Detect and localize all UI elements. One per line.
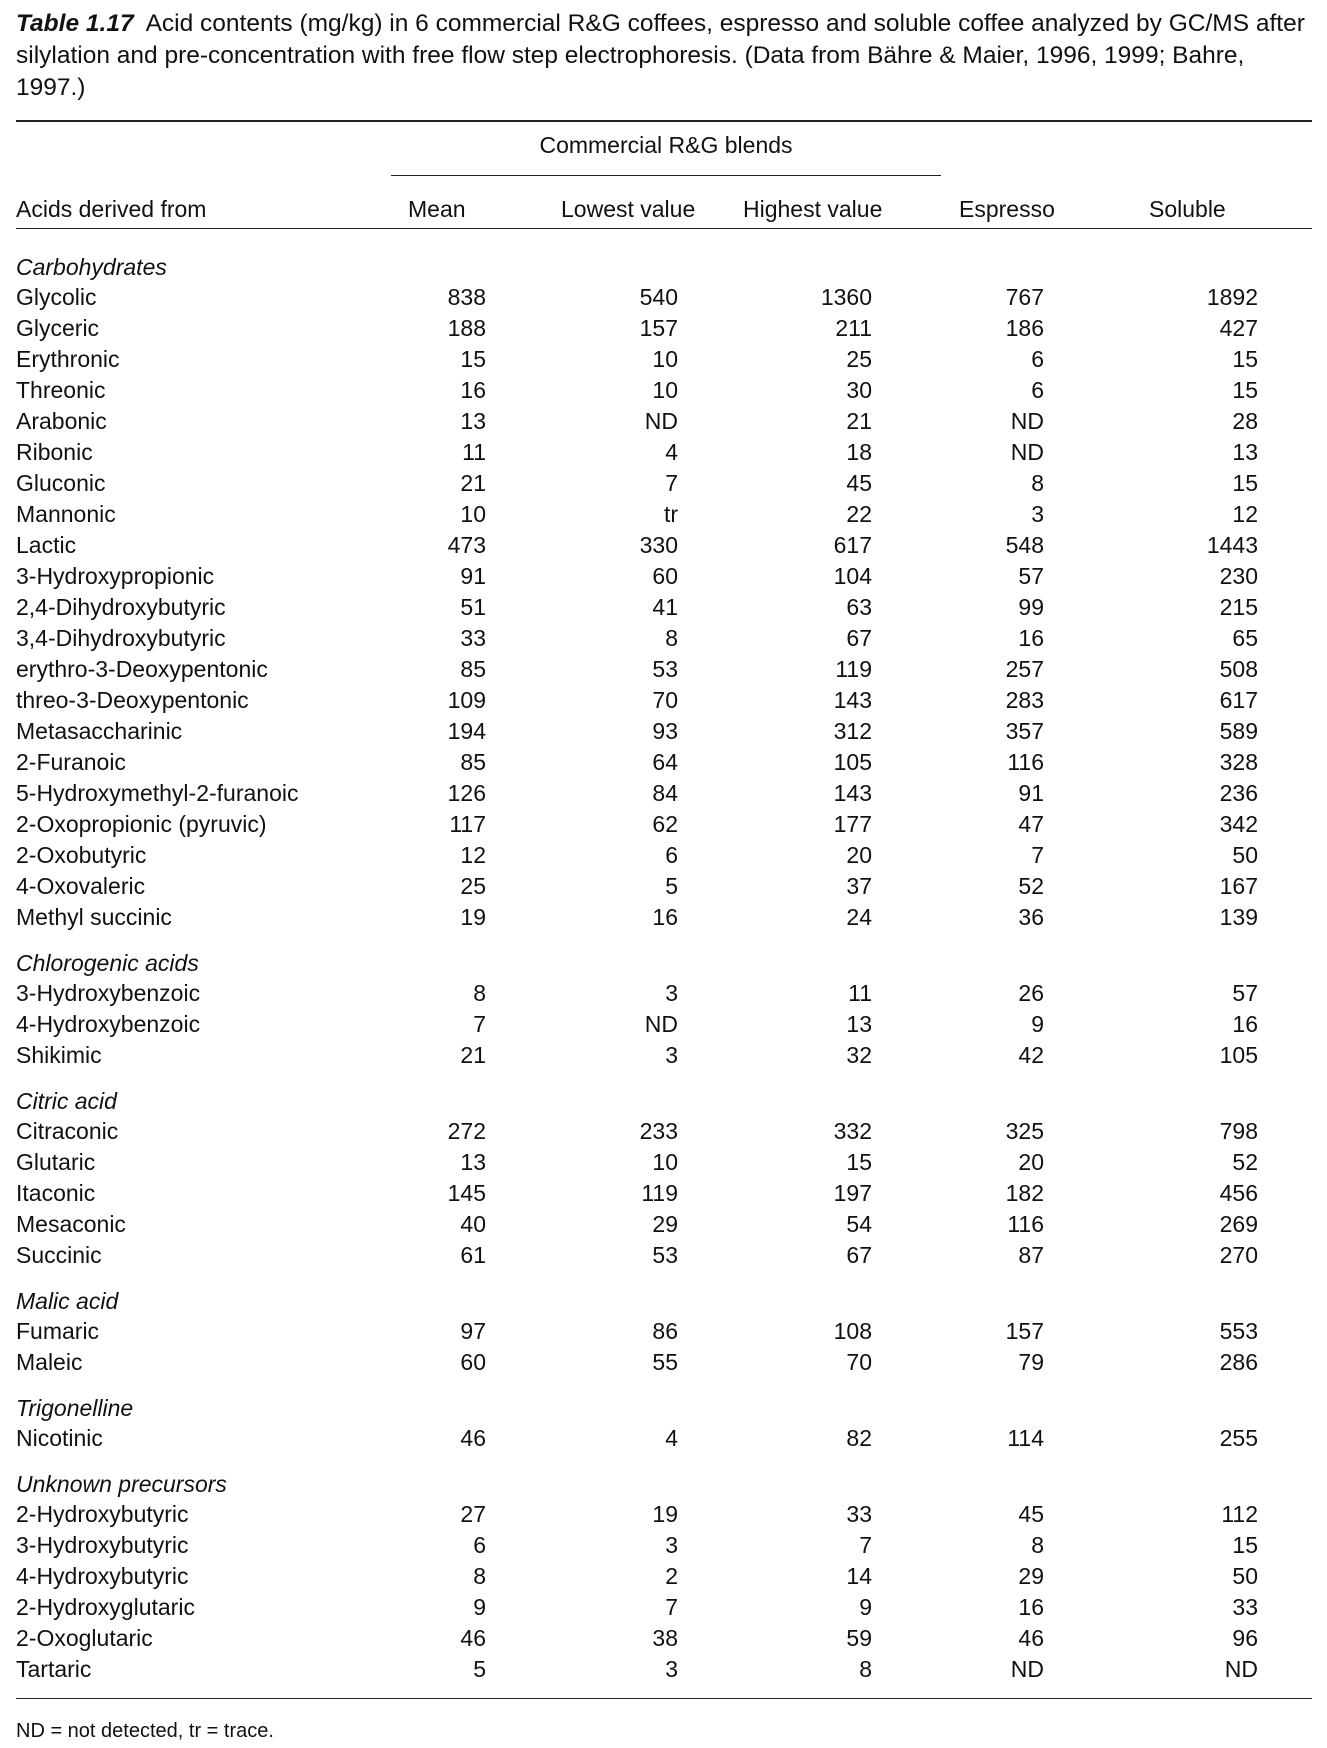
table-row: [16, 344, 1312, 375]
cell-highest: 67: [846, 625, 872, 651]
cell-espresso: 186: [1005, 315, 1044, 341]
cell-lowest: ND: [644, 1011, 678, 1037]
section-title: Carbohydrates: [16, 254, 167, 280]
cell-soluble: 50: [1232, 842, 1258, 868]
table-row: [16, 685, 1312, 716]
cell-mean: 91: [460, 563, 486, 589]
cell-soluble: 96: [1232, 1625, 1258, 1651]
cell-mean: 85: [460, 656, 486, 682]
cell-highest: 20: [846, 842, 872, 868]
cell-highest: 617: [833, 532, 872, 558]
cell-soluble: 215: [1219, 594, 1258, 620]
cell-soluble: 167: [1219, 873, 1258, 899]
table-row: [16, 1530, 1312, 1561]
cell-espresso: ND: [1010, 408, 1044, 434]
column-header-soluble: Soluble: [1149, 196, 1226, 222]
acid-name: 5-Hydroxymethyl-2-furanoic: [16, 780, 299, 806]
cell-mean: 15: [460, 346, 486, 372]
cell-soluble: 15: [1232, 1532, 1258, 1558]
cell-highest: 8: [859, 1656, 872, 1682]
caption-text: Acid contents (mg/kg) in 6 commercial R&G coffees, espresso and soluble coffee analyzed by GC/MS after silylation and pre-concentration with free flow step electrophoresis. (Data from Bähre & Maier, 1996, 1999; Bahre, 1997.): [16, 10, 1305, 101]
cell-espresso: 36: [1018, 904, 1044, 930]
cell-soluble: 15: [1232, 470, 1258, 496]
cell-mean: 145: [447, 1180, 486, 1206]
acid-name: Methyl succinic: [16, 904, 172, 930]
document-page: [16, 8, 1312, 1742]
cell-lowest: 70: [652, 687, 678, 713]
table-row: [16, 406, 1312, 437]
cell-espresso: 357: [1005, 718, 1044, 744]
cell-espresso: 46: [1018, 1625, 1044, 1651]
table-row: [16, 437, 1312, 468]
cell-highest: 15: [846, 1149, 872, 1175]
cell-lowest: 157: [639, 315, 678, 341]
cell-highest: 82: [846, 1425, 872, 1451]
table-label: Table 1.17: [16, 10, 134, 37]
cell-soluble: 230: [1219, 563, 1258, 589]
acid-name: 4-Hydroxybenzoic: [16, 1011, 201, 1037]
cell-lowest: 4: [665, 439, 678, 465]
acid-name: Lactic: [16, 532, 77, 558]
cell-espresso: 57: [1018, 563, 1044, 589]
cell-lowest: 38: [652, 1625, 678, 1651]
group-header-rule: [391, 175, 941, 176]
cell-highest: 104: [833, 563, 872, 589]
bottom-rule: [16, 1698, 1312, 1699]
cell-espresso: 9: [1031, 1011, 1044, 1037]
table-row: [16, 623, 1312, 654]
cell-highest: 177: [833, 811, 872, 837]
cell-lowest: 19: [652, 1501, 678, 1527]
cell-highest: 1360: [820, 284, 872, 310]
cell-espresso: 20: [1018, 1149, 1044, 1175]
cell-soluble: 139: [1219, 904, 1258, 930]
section-title: Chlorogenic acids: [16, 950, 199, 976]
column-header-lowest: Lowest value: [561, 196, 696, 222]
cell-mean: 21: [460, 470, 486, 496]
cell-highest: 197: [833, 1180, 872, 1206]
cell-lowest: 540: [639, 284, 678, 310]
cell-mean: 40: [460, 1211, 486, 1237]
cell-highest: 45: [846, 470, 872, 496]
cell-mean: 272: [447, 1118, 486, 1144]
cell-lowest: 3: [665, 1042, 678, 1068]
section-title: Trigonelline: [16, 1395, 134, 1421]
cell-soluble: 236: [1219, 780, 1258, 806]
cell-highest: 70: [846, 1349, 872, 1375]
cell-espresso: 6: [1031, 346, 1044, 372]
cell-soluble: 589: [1219, 718, 1258, 744]
cell-soluble: 112: [1221, 1501, 1258, 1527]
table-row: [16, 468, 1312, 499]
section-heading: [16, 948, 1312, 978]
table-row: [16, 561, 1312, 592]
cell-highest: 7: [859, 1532, 872, 1558]
table-caption: [16, 8, 1312, 104]
cell-mean: 8: [473, 980, 486, 1006]
acid-name: Maleic: [16, 1349, 83, 1375]
cell-mean: 8: [473, 1563, 486, 1589]
table-row: [16, 1561, 1312, 1592]
cell-soluble: 1443: [1206, 532, 1258, 558]
cell-soluble: 286: [1219, 1349, 1258, 1375]
cell-espresso: 114: [1007, 1425, 1044, 1451]
cell-espresso: 79: [1018, 1349, 1044, 1375]
cell-soluble: 57: [1232, 980, 1258, 1006]
acid-name: Fumaric: [16, 1318, 100, 1344]
cell-espresso: 91: [1018, 780, 1044, 806]
cell-soluble: 52: [1232, 1149, 1258, 1175]
table-row: [16, 1654, 1312, 1685]
cell-espresso: 99: [1018, 594, 1044, 620]
cell-mean: 33: [460, 625, 486, 651]
cell-espresso: 6: [1031, 377, 1044, 403]
cell-soluble: ND: [1224, 1656, 1258, 1682]
cell-highest: 11: [848, 980, 872, 1006]
cell-soluble: 28: [1232, 408, 1258, 434]
acid-name: 4-Hydroxybutyric: [16, 1563, 189, 1589]
cell-lowest: 6: [665, 842, 678, 868]
acid-name: Itaconic: [16, 1180, 96, 1206]
acid-name: erythro-3-Deoxypentonic: [16, 656, 268, 682]
cell-mean: 126: [447, 780, 486, 806]
cell-espresso: 52: [1018, 873, 1044, 899]
table-row: [16, 1147, 1312, 1178]
cell-mean: 19: [460, 904, 486, 930]
cell-highest: 32: [846, 1042, 872, 1068]
cell-lowest: 16: [652, 904, 678, 930]
cell-mean: 5: [473, 1656, 486, 1682]
table-row: [16, 778, 1312, 809]
cell-mean: 46: [460, 1425, 486, 1451]
cell-lowest: 330: [639, 532, 678, 558]
acid-name: Citraconic: [16, 1118, 119, 1144]
table-row: [16, 840, 1312, 871]
cell-lowest: ND: [644, 408, 678, 434]
table-row: [16, 747, 1312, 778]
cell-highest: 59: [846, 1625, 872, 1651]
cell-highest: 33: [846, 1501, 872, 1527]
cell-lowest: 3: [665, 1656, 678, 1682]
acid-name: 2-Oxobutyric: [16, 842, 147, 868]
cell-highest: 9: [859, 1594, 872, 1620]
section-title: Citric acid: [16, 1088, 117, 1114]
cell-highest: 143: [833, 780, 872, 806]
cell-highest: 37: [846, 873, 872, 899]
cell-espresso: 26: [1018, 980, 1044, 1006]
table-row: [16, 654, 1312, 685]
table-row: [16, 313, 1312, 344]
group-header: Commercial R&G blends: [539, 132, 793, 158]
cell-espresso: 767: [1005, 284, 1044, 310]
cell-mean: 473: [447, 532, 486, 558]
cell-lowest: 233: [639, 1118, 678, 1144]
cell-soluble: 553: [1219, 1318, 1258, 1344]
cell-espresso: 3: [1031, 501, 1044, 527]
table-row: [16, 1623, 1312, 1654]
table-row: [16, 592, 1312, 623]
cell-espresso: 47: [1018, 811, 1044, 837]
cell-espresso: 116: [1007, 1211, 1044, 1237]
table-row: [16, 1116, 1312, 1147]
cell-espresso: 157: [1005, 1318, 1044, 1344]
cell-espresso: 257: [1005, 656, 1044, 682]
cell-highest: 312: [833, 718, 872, 744]
acid-name: Mesaconic: [16, 1211, 126, 1237]
acid-name: Gluconic: [16, 470, 106, 496]
table-row: [16, 1040, 1312, 1071]
table-row: [16, 1347, 1312, 1378]
table-row: [16, 1592, 1312, 1623]
cell-lowest: 10: [652, 346, 678, 372]
cell-highest: 25: [846, 346, 872, 372]
cell-highest: 13: [846, 1011, 872, 1037]
acid-name: Glycolic: [16, 284, 97, 310]
section-heading: [16, 1469, 1312, 1499]
acid-name: Succinic: [16, 1242, 102, 1268]
acid-name: 2-Oxopropionic (pyruvic): [16, 811, 267, 837]
table-row: [16, 375, 1312, 406]
cell-lowest: 4: [665, 1425, 678, 1451]
cell-espresso: 45: [1018, 1501, 1044, 1527]
cell-lowest: 3: [665, 1532, 678, 1558]
cell-lowest: 10: [652, 1149, 678, 1175]
cell-lowest: 53: [652, 656, 678, 682]
table-row: [16, 1316, 1312, 1347]
cell-lowest: 53: [652, 1242, 678, 1268]
cell-soluble: 270: [1219, 1242, 1258, 1268]
cell-lowest: 3: [665, 980, 678, 1006]
acid-name: 2-Furanoic: [16, 749, 126, 775]
cell-lowest: 119: [641, 1180, 678, 1206]
cell-mean: 27: [460, 1501, 486, 1527]
acid-name: 2-Oxoglutaric: [16, 1625, 153, 1651]
acid-name: 2-Hydroxybutyric: [16, 1501, 189, 1527]
section-heading: [16, 1086, 1312, 1116]
cell-mean: 97: [460, 1318, 486, 1344]
cell-espresso: 8: [1031, 1532, 1044, 1558]
cell-espresso: 42: [1018, 1042, 1044, 1068]
table-row: [16, 1240, 1312, 1271]
cell-soluble: 12: [1232, 501, 1258, 527]
cell-espresso: 87: [1018, 1242, 1044, 1268]
table-body: [16, 252, 1312, 1685]
acid-name: Glyceric: [16, 315, 100, 341]
cell-soluble: 33: [1232, 1594, 1258, 1620]
cell-espresso: 29: [1018, 1563, 1044, 1589]
cell-lowest: 5: [665, 873, 678, 899]
section-heading: [16, 252, 1312, 282]
cell-mean: 46: [460, 1625, 486, 1651]
cell-highest: 22: [846, 501, 872, 527]
cell-mean: 10: [460, 501, 486, 527]
cell-soluble: 16: [1232, 1011, 1258, 1037]
column-header-mean: Mean: [408, 196, 466, 222]
cell-highest: 14: [846, 1563, 872, 1589]
acid-name: 2,4-Dihydroxybutyric: [16, 594, 226, 620]
cell-espresso: 16: [1018, 625, 1044, 651]
cell-lowest: 29: [652, 1211, 678, 1237]
acid-name: Metasaccharinic: [16, 718, 183, 744]
cell-highest: 67: [846, 1242, 872, 1268]
column-header-highest: Highest value: [743, 196, 883, 222]
table-row: [16, 1423, 1312, 1454]
cell-lowest: tr: [663, 501, 678, 527]
cell-espresso: 182: [1005, 1180, 1044, 1206]
cell-highest: 24: [846, 904, 872, 930]
section-title: Unknown precursors: [16, 1471, 227, 1497]
cell-mean: 51: [460, 594, 486, 620]
cell-soluble: 269: [1219, 1211, 1258, 1237]
cell-lowest: 64: [652, 749, 678, 775]
table-row: [16, 978, 1312, 1009]
cell-lowest: 84: [652, 780, 678, 806]
section-title: Malic acid: [16, 1288, 119, 1314]
header-rule: [16, 228, 1312, 229]
cell-lowest: 7: [665, 470, 678, 496]
cell-soluble: 15: [1232, 377, 1258, 403]
table-row: [16, 1178, 1312, 1209]
cell-highest: 211: [835, 315, 872, 341]
section-heading: [16, 1393, 1312, 1423]
cell-highest: 30: [846, 377, 872, 403]
section-heading: [16, 1286, 1312, 1316]
table-row: [16, 871, 1312, 902]
cell-mean: 25: [460, 873, 486, 899]
acid-name: Erythronic: [16, 346, 120, 372]
cell-soluble: 13: [1232, 439, 1258, 465]
table-row: [16, 716, 1312, 747]
cell-soluble: 456: [1219, 1180, 1258, 1206]
cell-mean: 194: [447, 718, 486, 744]
cell-mean: 12: [460, 842, 486, 868]
cell-mean: 11: [462, 439, 486, 465]
table-footnote: ND = not detected, tr = trace.: [16, 1720, 274, 1742]
cell-lowest: 93: [652, 718, 678, 744]
column-header-acids: Acids derived from: [16, 196, 207, 222]
cell-highest: 332: [833, 1118, 872, 1144]
acid-name: 3-Hydroxybenzoic: [16, 980, 201, 1006]
acid-name: 3-Hydroxypropionic: [16, 563, 215, 589]
cell-highest: 119: [835, 656, 872, 682]
cell-mean: 117: [449, 811, 486, 837]
acid-name: Ribonic: [16, 439, 93, 465]
table-row: [16, 282, 1312, 313]
cell-soluble: 50: [1232, 1563, 1258, 1589]
table-row: [16, 902, 1312, 933]
cell-highest: 18: [846, 439, 872, 465]
acid-name: threo-3-Deoxypentonic: [16, 687, 249, 713]
cell-mean: 16: [460, 377, 486, 403]
cell-espresso: 8: [1031, 470, 1044, 496]
acid-name: 2-Hydroxyglutaric: [16, 1594, 195, 1620]
cell-highest: 105: [833, 749, 872, 775]
cell-mean: 9: [473, 1594, 486, 1620]
cell-soluble: 342: [1219, 811, 1258, 837]
cell-espresso: 7: [1031, 842, 1044, 868]
cell-espresso: ND: [1010, 1656, 1044, 1682]
cell-soluble: 617: [1219, 687, 1258, 713]
acid-name: 3,4-Dihydroxybutyric: [16, 625, 226, 651]
acid-name: Nicotinic: [16, 1425, 103, 1451]
cell-lowest: 60: [652, 563, 678, 589]
cell-mean: 61: [460, 1242, 486, 1268]
acid-name: Arabonic: [16, 408, 107, 434]
acid-name: 4-Oxovaleric: [16, 873, 146, 899]
acid-name: Glutaric: [16, 1149, 96, 1175]
cell-mean: 838: [447, 284, 486, 310]
table-row: [16, 1499, 1312, 1530]
table-row: [16, 1009, 1312, 1040]
acid-name: Threonic: [16, 377, 106, 403]
cell-soluble: 328: [1219, 749, 1258, 775]
cell-espresso: 283: [1005, 687, 1044, 713]
cell-lowest: 2: [665, 1563, 678, 1589]
cell-espresso: 548: [1005, 532, 1044, 558]
cell-soluble: 508: [1219, 656, 1258, 682]
cell-lowest: 86: [652, 1318, 678, 1344]
cell-highest: 63: [846, 594, 872, 620]
acid-name: Tartaric: [16, 1656, 92, 1682]
acid-name: 3-Hydroxybutyric: [16, 1532, 189, 1558]
cell-soluble: 798: [1219, 1118, 1258, 1144]
cell-soluble: 1892: [1206, 284, 1258, 310]
cell-mean: 188: [447, 315, 486, 341]
cell-lowest: 41: [652, 594, 678, 620]
cell-soluble: 105: [1219, 1042, 1258, 1068]
top-rule: [16, 120, 1312, 122]
cell-soluble: 65: [1232, 625, 1258, 651]
cell-mean: 13: [460, 408, 486, 434]
cell-espresso: 325: [1005, 1118, 1044, 1144]
cell-mean: 85: [460, 749, 486, 775]
cell-mean: 109: [447, 687, 486, 713]
table-row: [16, 1209, 1312, 1240]
cell-soluble: 255: [1219, 1425, 1258, 1451]
cell-soluble: 427: [1219, 315, 1258, 341]
column-header-espresso: Espresso: [959, 196, 1055, 222]
cell-espresso: 116: [1007, 749, 1044, 775]
acid-name: Mannonic: [16, 501, 116, 527]
cell-espresso: ND: [1010, 439, 1044, 465]
cell-lowest: 55: [652, 1349, 678, 1375]
table-row: [16, 809, 1312, 840]
cell-lowest: 10: [652, 377, 678, 403]
cell-highest: 21: [846, 408, 872, 434]
cell-lowest: 7: [665, 1594, 678, 1620]
cell-highest: 54: [846, 1211, 872, 1237]
cell-highest: 108: [833, 1318, 872, 1344]
cell-mean: 13: [460, 1149, 486, 1175]
cell-mean: 21: [460, 1042, 486, 1068]
table-row: [16, 499, 1312, 530]
cell-highest: 143: [833, 687, 872, 713]
table-row: [16, 530, 1312, 561]
cell-espresso: 16: [1018, 1594, 1044, 1620]
cell-soluble: 15: [1232, 346, 1258, 372]
cell-lowest: 8: [665, 625, 678, 651]
acid-name: Shikimic: [16, 1042, 102, 1068]
cell-mean: 6: [473, 1532, 486, 1558]
cell-mean: 7: [473, 1011, 486, 1037]
cell-lowest: 62: [652, 811, 678, 837]
cell-mean: 60: [460, 1349, 486, 1375]
